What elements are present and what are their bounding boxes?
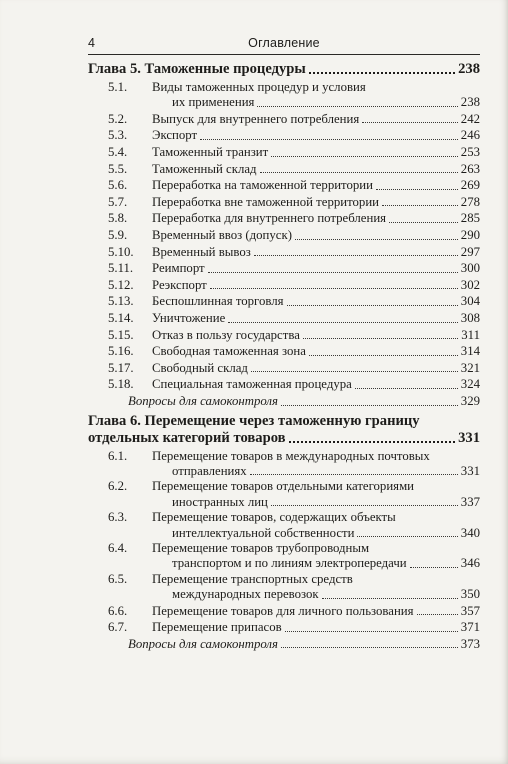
leader-dots [200, 139, 458, 140]
section-number: 5.3. [108, 128, 128, 143]
toc-entry[interactable] [88, 277, 480, 294]
leader-dots [257, 106, 457, 107]
section-number: 5.14. [108, 310, 134, 325]
page-ref: 263 [460, 161, 480, 176]
chapter-6-sections [88, 449, 480, 636]
section-number: 6.1. [108, 448, 128, 463]
section-number: 5.7. [108, 194, 128, 209]
leader-dots [382, 205, 458, 206]
section-number: 6.7. [108, 620, 128, 635]
section-title: Перемещение товаров для личного пользования [152, 603, 414, 618]
page-ref: 329 [460, 393, 480, 408]
leader-dots [251, 371, 458, 372]
page-ref: 340 [460, 525, 480, 540]
toc-entry[interactable] [88, 80, 480, 111]
section-title: Переработка для внутреннего потребления [152, 211, 387, 226]
header-title: Оглавление [248, 36, 320, 50]
section-title-line: транспортом и по линиям электропередачи [172, 556, 407, 571]
leader-dots [322, 598, 458, 599]
leader-dots [362, 122, 458, 123]
section-number: 5.11. [108, 261, 134, 276]
section-title-line: Перемещение товаров отдельными категориями [152, 479, 415, 494]
toc-entry[interactable] [88, 327, 480, 344]
chapter-title-line: отдельных категорий товаров [88, 429, 286, 446]
leader-dots [285, 631, 458, 632]
page-ref: 304 [460, 294, 480, 309]
leader-dots [254, 255, 458, 256]
leader-dots [208, 272, 458, 273]
self-check-questions-entry[interactable] [88, 393, 480, 410]
leader-dots [389, 222, 458, 223]
section-number: 5.18. [108, 377, 134, 392]
chapter-title: Глава 5. Таможенные процедуры [88, 61, 306, 77]
page-ref: 357 [460, 603, 480, 618]
page-ref: 300 [460, 261, 480, 276]
toc-entry[interactable] [88, 376, 480, 393]
section-title: Экспорт [152, 128, 198, 143]
section-number: 6.6. [108, 603, 128, 618]
section-title: Таможенный транзит [152, 145, 269, 159]
section-title-line: международных перевозок [172, 587, 319, 602]
section-title: Реэкспорт [152, 277, 207, 292]
toc-entry[interactable] [88, 541, 480, 572]
leader-dots [309, 72, 455, 74]
section-title: Свободная таможенная зона [152, 344, 306, 359]
leader-dots [210, 288, 458, 289]
section-title: Специальная таможенная процедура [152, 377, 352, 392]
page-ref: 346 [460, 556, 480, 571]
page-ref: 253 [460, 145, 480, 159]
section-number: 5.4. [108, 145, 128, 159]
page-ref: 238 [460, 95, 480, 110]
section-title-line: Виды таможенных процедур и условия [152, 80, 366, 94]
page-ref: 308 [460, 310, 480, 325]
section-title: Переработка вне таможенной территории [152, 194, 380, 209]
section-title: Уничтожение [152, 310, 226, 325]
section-number: 5.6. [108, 178, 128, 193]
section-title-line: интеллектуальной собственности [172, 525, 355, 540]
section-number: 5.9. [108, 227, 128, 242]
page-ref: 371 [460, 620, 480, 635]
toc-entry[interactable] [88, 244, 480, 261]
section-number: 5.13. [108, 294, 134, 309]
page-number: 4 [88, 36, 95, 50]
toc-entry[interactable] [88, 603, 480, 620]
page-ref: 311 [461, 327, 480, 342]
section-title: Перемещение припасов [152, 620, 282, 635]
leader-dots [303, 338, 458, 339]
toc-entry[interactable] [88, 210, 480, 227]
leader-dots [410, 567, 458, 568]
toc-entry[interactable] [88, 227, 480, 244]
page-ref: 269 [460, 178, 480, 193]
leader-dots [355, 388, 458, 389]
toc-entry[interactable] [88, 177, 480, 194]
chapter-5-entry[interactable] [88, 61, 480, 78]
toc-entry[interactable] [88, 144, 480, 161]
page-ref: 302 [460, 277, 480, 292]
page-ref: 331 [460, 463, 480, 478]
toc-entry[interactable] [88, 619, 480, 636]
toc-entry[interactable] [88, 572, 480, 603]
section-title: Временный ввоз (допуск) [152, 227, 292, 242]
section-number: 6.4. [108, 540, 128, 555]
self-check-questions-entry[interactable] [88, 636, 480, 653]
section-number: 6.2. [108, 479, 128, 494]
section-title-line: Перемещение транспортных средств [152, 571, 353, 586]
section-number: 6.3. [108, 510, 128, 525]
leader-dots [417, 614, 458, 615]
leader-dots [271, 505, 458, 506]
toc-entry[interactable] [88, 293, 480, 310]
toc-entry[interactable] [88, 479, 480, 510]
section-number: 5.12. [108, 277, 134, 292]
leader-dots [287, 305, 458, 306]
section-title-line: их применения [172, 95, 255, 110]
page-ref: 285 [460, 211, 480, 226]
section-title-line: Перемещение товаров в международных почтовых [152, 448, 430, 463]
questions-label: Вопросы для самоконтроля [128, 393, 278, 408]
toc-entry[interactable] [88, 111, 480, 128]
section-title: Свободный склад [152, 360, 248, 375]
questions-label: Вопросы для самоконтроля [128, 636, 278, 651]
toc-entry[interactable] [88, 260, 480, 277]
section-title-line: иностранных лиц [172, 494, 268, 509]
toc-entry[interactable] [88, 161, 480, 178]
table-of-contents [88, 61, 480, 652]
toc-entry[interactable] [88, 127, 480, 144]
section-title-line: Перемещение товаров, содержащих объекты [152, 510, 396, 525]
section-title-line: Перемещение товаров трубопроводным [152, 540, 370, 555]
section-title-line: отправлениях [172, 463, 247, 478]
section-title: Отказ в пользу государства [152, 327, 300, 342]
leader-dots [271, 156, 458, 157]
leader-dots [357, 536, 457, 537]
toc-entry[interactable] [88, 310, 480, 327]
section-number: 5.8. [108, 211, 128, 226]
section-title: Переработка на таможенной территории [152, 178, 373, 193]
chapter-6-entry[interactable] [88, 413, 480, 447]
chapter-title-line: Глава 6. Перемещение через таможенную границу [88, 412, 420, 429]
running-header [88, 34, 480, 55]
page-ref: 337 [460, 494, 480, 509]
toc-entry[interactable] [88, 360, 480, 377]
section-title: Временный вывоз [152, 244, 251, 259]
page-ref: 238 [458, 61, 480, 77]
page-ref: 373 [460, 636, 480, 651]
section-number: 5.17. [108, 360, 134, 375]
chapter-5-sections [88, 80, 480, 393]
leader-dots [281, 647, 458, 648]
section-number: 5.16. [108, 344, 134, 359]
leader-dots [250, 474, 458, 475]
leader-dots [376, 189, 458, 190]
section-title: Таможенный склад [152, 161, 257, 176]
leader-dots [260, 172, 458, 173]
section-title: Выпуск для внутреннего потребления [152, 111, 360, 126]
section-number: 5.1. [108, 80, 128, 94]
section-title: Реимпорт [152, 261, 205, 276]
leader-dots [228, 322, 457, 323]
page-ref: 297 [460, 244, 480, 259]
section-title: Беспошлинная торговля [152, 294, 284, 309]
leader-dots [281, 405, 458, 406]
section-number: 5.10. [108, 244, 134, 259]
leader-dots [289, 441, 456, 443]
section-number: 5.5. [108, 161, 128, 176]
page-ref: 290 [460, 227, 480, 242]
page-ref: 278 [460, 194, 480, 209]
section-number: 6.5. [108, 571, 128, 586]
toc-entry[interactable] [88, 510, 480, 541]
page-ref: 350 [460, 587, 480, 602]
leader-dots [295, 239, 458, 240]
toc-entry[interactable] [88, 194, 480, 211]
page-ref: 331 [458, 429, 480, 446]
page-ref: 242 [460, 111, 480, 126]
page-ref: 314 [460, 344, 480, 359]
section-number: 5.2. [108, 111, 128, 126]
page-ref: 321 [460, 360, 480, 375]
toc-entry[interactable] [88, 449, 480, 480]
page-ref: 246 [460, 128, 480, 143]
leader-dots [309, 355, 458, 356]
section-number: 5.15. [108, 327, 134, 342]
page-ref: 324 [460, 377, 480, 392]
toc-entry[interactable] [88, 343, 480, 360]
